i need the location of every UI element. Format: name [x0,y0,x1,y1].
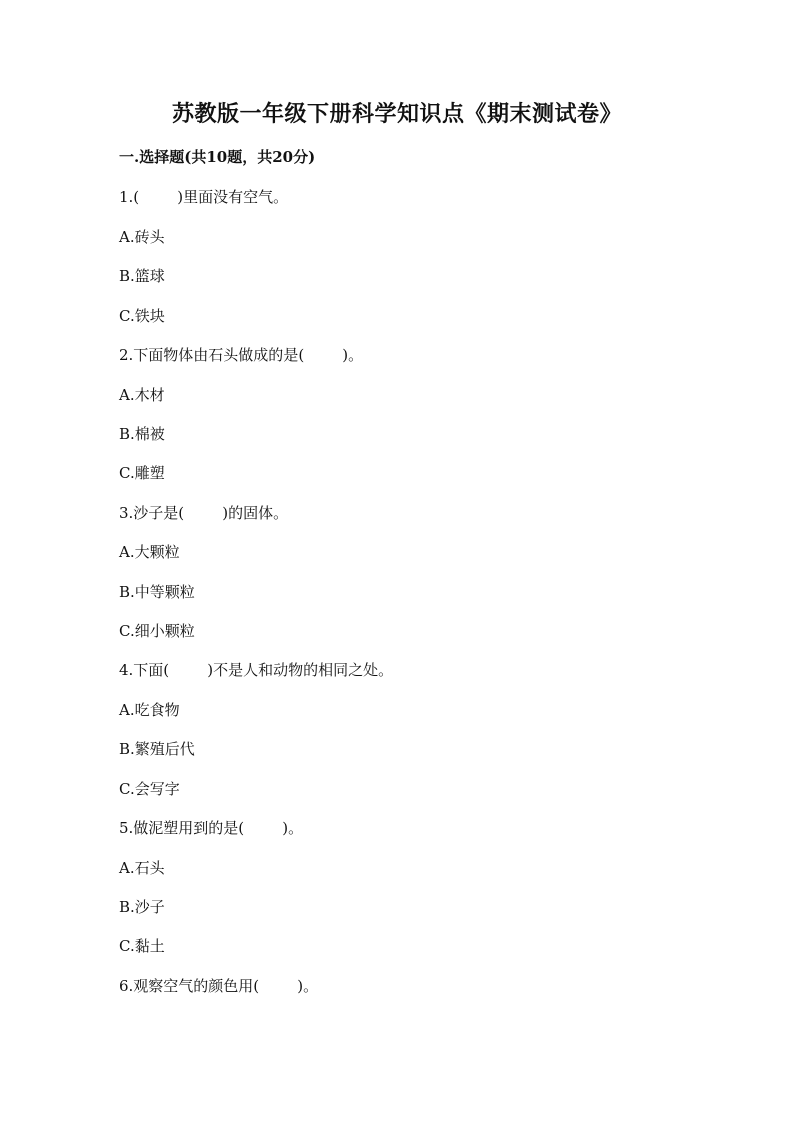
question-3-option-b: B.中等颗粒 [119,583,195,601]
question-3-stem: 3.沙子是( )的固体。 [119,504,289,522]
question-5-option-b: B.沙子 [119,898,165,916]
question-3-option-a: A.大颗粒 [119,543,180,561]
question-4-option-a: A.吃食物 [119,701,180,719]
question-6-stem: 6.观察空气的颜色用( )。 [119,977,319,995]
question-2-option-a: A.木材 [119,386,165,404]
question-4-option-c: C.会写字 [119,780,180,798]
question-4-stem: 4.下面( )不是人和动物的相同之处。 [119,661,394,679]
question-1-option-a: A.砖头 [119,228,165,246]
question-2-option-b: B.棉被 [119,425,165,443]
section-heading: 一.选择题(共10题，共20分) [119,148,316,166]
question-1-option-c: C.铁块 [119,307,165,325]
question-5-stem: 5.做泥塑用到的是( )。 [119,819,304,837]
question-1-option-b: B.篮球 [119,267,165,285]
question-2-stem: 2.下面物体由石头做成的是( )。 [119,346,364,364]
question-4-option-b: B.繁殖后代 [119,740,195,758]
question-5-option-a: A.石头 [119,859,165,877]
question-1-stem: 1.( )里面没有空气。 [119,188,289,206]
question-3-option-c: C.细小颗粒 [119,622,195,640]
page-title: 苏教版一年级下册科学知识点《期末测试卷》 [171,101,622,127]
question-2-option-c: C.雕塑 [119,464,165,482]
question-5-option-c: C.黏土 [119,937,165,955]
